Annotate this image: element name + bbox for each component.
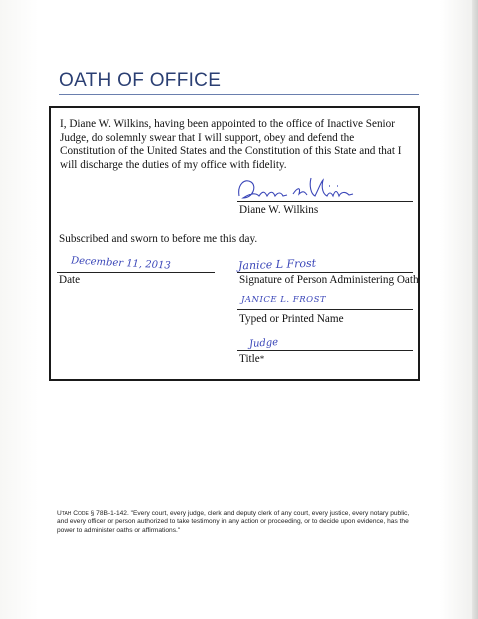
administrator-signature: Janice L Frost: [237, 256, 317, 273]
oath-box: [49, 106, 420, 381]
title-line: [237, 350, 413, 351]
title-underline: [59, 94, 419, 95]
printed-name-handwritten: JANICE L. FROST: [241, 295, 327, 305]
administrator-signature-label: Signature of Person Administering Oath: [239, 274, 419, 286]
title-asterisk: *: [259, 354, 265, 364]
subscribed-statement: Subscribed and sworn to before me this day.: [59, 233, 258, 245]
appointee-name: Diane W. Wilkins: [239, 204, 319, 216]
appointee-signature-line: [237, 201, 413, 202]
date-label: Date: [59, 274, 81, 286]
printed-name-line: [237, 309, 413, 310]
date-line: [57, 272, 215, 273]
footnote-text: "Every court, every judge, clerk and deputy clerk of any court, every justice, every notary public, and every officer or person authorized to take testimony in any action or proceeding, or to decide upon evidence, has the power to administer oaths or affirmations.": [57, 510, 410, 534]
document-title: OATH OF OFFICE: [59, 70, 222, 91]
footnote-code: Utah Code § 78B-1-142.: [57, 510, 129, 517]
title-handwritten: Judge: [248, 336, 279, 351]
date-handwritten: December 11, 2013: [70, 255, 171, 272]
title-label: [239, 353, 264, 366]
oath-statement: I, Diane W. Wilkins, having been appointed to the office of Inactive Senior Judge, do solemnly swear that I will support, obey and defend the Constitution of the United States and the Constitution of this State and that I will discharge the duties of my office with fidelity.: [60, 118, 402, 171]
administrator-signature-line: [237, 272, 413, 273]
printed-name-label: Typed or Printed Name: [239, 313, 344, 325]
footnote: [57, 510, 422, 535]
page-edge-shadow: [472, 0, 478, 619]
title-label-text: Title: [239, 353, 260, 365]
appointee-signature: [235, 174, 357, 204]
